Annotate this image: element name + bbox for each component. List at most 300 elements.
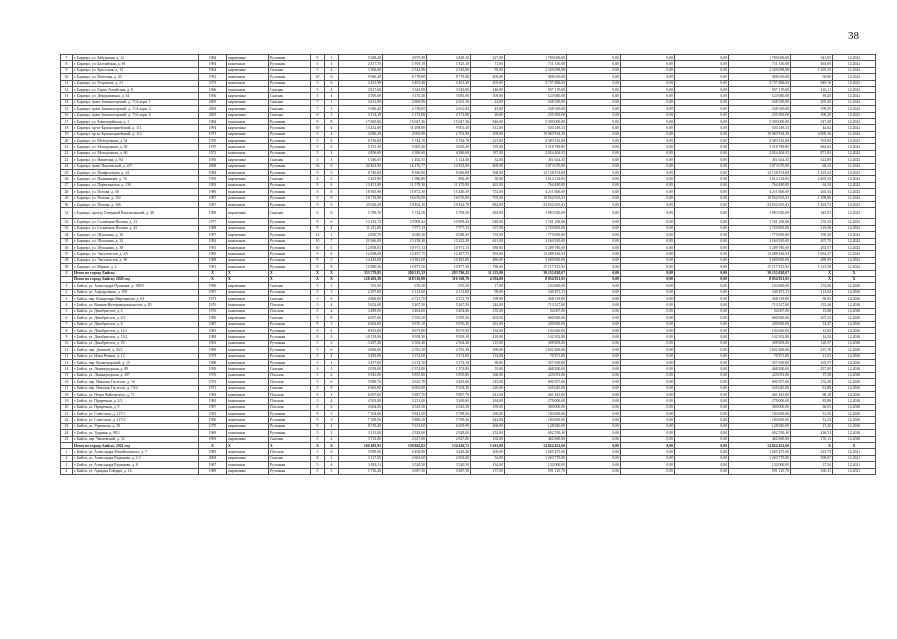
table-cell: 308 883,00 [729,340,791,346]
table-cell: 142 952,80 [729,334,791,340]
table-cell: 2 614 123,85 [729,176,791,182]
table-cell: 20 463,90 [339,163,383,169]
table-cell: панельные [227,334,269,340]
table-cell: 15,88 [791,308,833,314]
table-cell: 199,00 [471,296,505,302]
table-cell: 0,00 [621,257,675,263]
table-cell: 32,00 [471,157,505,163]
table-cell: Рулонная [269,163,311,169]
table-cell: 2 651,16 [427,99,471,105]
table-cell: 12.2022 [833,257,876,263]
table-cell: 4 211 600,00 [505,189,567,195]
table-cell: 16 [311,163,325,169]
table-cell: 5 709,50 [427,208,471,219]
table-cell: 30,00 [471,176,505,182]
table-cell: 1 263 770,00 [729,455,791,461]
table-cell: 3 [61,296,73,302]
table-cell: 19 932 655,41 [729,195,791,201]
table-cell: 4 426,20 [427,449,471,455]
table-cell: 0,00 [621,430,675,436]
table-cell: 34 [61,232,73,238]
table-cell: панельные [227,411,269,417]
table-cell: 12 158 513,00 [729,170,791,176]
table-cell: 3 306,40 [339,67,383,73]
table-cell: 20 [61,138,73,144]
table-cell: 0,00 [567,468,621,474]
table-cell: 12.2020 [833,379,876,385]
table-cell: 13 182,72 [339,219,383,225]
table-cell: 5 789,70 [339,208,383,219]
table-cell: г. Барнаул, ул. Молодежная, д. 60 [73,150,199,156]
table-cell: 0,00 [567,264,621,270]
table-cell: 14 443,00 [339,257,383,263]
table-cell: 0,00 [675,182,729,188]
table-cell: 2 112,60 [383,289,427,295]
table-cell: 134 436,72 [427,443,471,449]
table-cell: 0,00 [621,296,675,302]
table-cell: 690 397,00 [729,379,791,385]
table-cell: Рулонная [269,430,311,436]
table-cell: 263,00 [471,208,505,219]
table-cell: 195,00 [471,144,505,150]
table-cell: 19 932 655,41 [505,195,567,201]
table-cell: 25 [61,436,73,442]
table-cell: г. Барнаул, ул. Балтийская, д. 69 [73,61,199,67]
table-cell: 1984 [199,55,227,61]
table-cell: 0,00 [621,67,675,73]
table-cell: панельные [227,251,269,257]
table-cell: 0,00 [621,208,675,219]
table-cell: г. Барнаул, тракт Змеиногорский, д. 71А корп. 6 [73,112,199,118]
table-cell: г. Барнаул, ул. Молодежная, д. 56 [73,144,199,150]
table-cell: 1987 [199,201,227,207]
table-cell: 9 [311,55,325,61]
table-cell: панельные [227,308,269,314]
table-cell: кирпичные [227,138,269,144]
table-cell: 5 [311,61,325,67]
table-cell: 2 928,00 [427,430,471,436]
table-cell: 21 [61,144,73,150]
table-cell: 1979 [199,423,227,429]
table-cell: 1 974,80 [427,366,471,372]
table-cell: 0,00 [567,106,621,112]
table-cell: 12.2022 [833,225,876,231]
table-cell: 8 [325,315,339,321]
table-cell: 56,80 [791,74,833,80]
table-cell: 165,37 [791,359,833,365]
table-cell: 2 405,34 [791,176,833,182]
table-row [61,208,876,219]
table-cell: 3 737 486,02 [505,80,567,86]
table-cell: 0,00 [675,144,729,150]
table-cell: Скатная [269,67,311,73]
table-cell: 0,00 [621,372,675,378]
table-cell: 0,00 [621,462,675,468]
table-cell: 4 [311,176,325,182]
table-cell: X [791,443,833,449]
table-cell: 410,00 [471,334,505,340]
table-cell: 711 150,00 [729,61,791,67]
table-cell: 0,00 [621,334,675,340]
table-cell: г. Бийск, ул. Угрюмова, д. 29 [73,423,199,429]
table-cell: 13 288 436,94 [505,251,567,257]
table-cell: 5 744,70 [427,138,471,144]
table-cell: 0,00 [621,449,675,455]
table-cell: 0,00 [621,443,675,449]
table-cell: Рулонная [269,340,311,346]
table-cell: 4 386,60 [383,150,427,156]
table-cell: 468 200,00 [505,366,567,372]
table-cell: 0,00 [567,443,621,449]
table-cell: 0,00 [675,257,729,263]
table-cell: кирпичные [227,455,269,461]
table-cell: 1 073 070,00 [505,163,567,169]
table-cell: 12.2022 [833,55,876,61]
table-cell: г. Барнаул, ул. Кавалерийская, д. 1 [73,118,199,124]
table-cell: 44,62 [791,125,833,131]
table-cell: 0,00 [675,404,729,410]
table-cell: 15 047,36 [427,118,471,124]
table-cell: г. Бийск, ул. Декабристов, д. 8 [73,321,199,327]
table-cell: 29 [61,195,73,201]
table-cell: Скатная [269,315,311,321]
table-cell: г. Барнаул, ул. Партизанская, д. 130 [73,182,199,188]
table-cell: 2 172,80 [383,112,427,118]
table-cell: 114,02 [791,289,833,295]
table-cell: 12.2020 [833,321,876,327]
table-cell: 56,83 [791,296,833,302]
table-cell: 882,00 [471,201,505,207]
table-cell: 12.2020 [833,328,876,334]
table-cell: г. Бийск, ул. Александра Пушкина, д. 188/5 [73,283,199,289]
table-cell: 468 200,00 [729,366,791,372]
table-cell: 133,00 [471,353,505,359]
table-cell: 5 [311,289,325,295]
table-cell: 12 [311,232,325,238]
table-cell: 0,00 [567,118,621,124]
table-cell: 3 489,00 [339,308,383,314]
table-cell: 9 [311,225,325,231]
table-cell: 545 645,00 [505,385,567,391]
table-cell: 0,00 [675,157,729,163]
table-cell: 30 [61,201,73,207]
table-cell: 16 176,77 [383,163,427,169]
table-cell: 1 [325,112,339,118]
table-cell: 5 [311,359,325,365]
table-cell: 357,00 [471,225,505,231]
table-cell: 8 156,00 [339,138,383,144]
table-cell: 0,00 [567,144,621,150]
table-cell: 4 [325,125,339,131]
table-cell: 0,00 [621,411,675,417]
table-cell: 5 099,00 [339,449,383,455]
table-cell: 12.2020 [833,423,876,429]
table-cell: 5 [325,244,339,250]
table-cell: 12 858,83 [339,244,383,250]
table-cell: Рулонная [269,55,311,61]
table-cell: Рулонная [269,244,311,250]
table-cell: кирпичные [227,67,269,73]
table-cell: 12.2022 [833,244,876,250]
table-cell: 3 [325,391,339,397]
table-cell: 12.2020 [833,411,876,417]
table-cell: 0,00 [567,302,621,308]
table-cell: г. Барнаул, тракт Змеиногорский, д. 71А корп. 2 [73,106,199,112]
table-cell: 3 320 698,68 [729,67,791,73]
table-cell: 13 451,80 [339,182,383,188]
table-cell: 12.2022 [833,195,876,201]
table-cell: 12.2020 [833,289,876,295]
table-cell: 95,00 [471,67,505,73]
table-cell: 0,00 [567,359,621,365]
table-cell: Рулонная [269,182,311,188]
table-cell: 10 909,42 [427,219,471,225]
table-cell: г. Барнаул, ул. Энтузиастов, д. 38 [73,257,199,263]
table-cell: 6 [311,208,325,219]
table-cell: 14 953,00 [427,163,471,169]
table-cell: 0,00 [621,55,675,61]
table-cell: г. Барнаул, ул. Энтузиастов, д. 3А [73,251,199,257]
table-cell: 0,00 [567,449,621,455]
table-cell: 3 687,50 [383,468,427,474]
table-cell: 12.2021 [833,462,876,468]
table-cell: 3 372,10 [427,359,471,365]
table-cell: 0,00 [621,455,675,461]
table-cell: 1984 [199,170,227,176]
table-cell: 3 209 780,00 [729,244,791,250]
table-cell: панельные [227,144,269,150]
table-cell: г. Бийск, ул. Александра Радищева, д. 8 [73,462,199,468]
table-cell: 500,67 [791,455,833,461]
table-cell: 3 209 780,00 [505,244,567,250]
table-cell: 2 [61,455,73,461]
table-cell: 345,81 [791,208,833,219]
table-cell: 54 067,00 [729,308,791,314]
table-cell: 265,34 [791,189,833,195]
table-cell: 31 [61,208,73,219]
table-cell: 12.2022 [833,138,876,144]
table-cell: 0,00 [675,55,729,61]
table-cell: 12 498,00 [339,251,383,257]
table-cell: кирпичные [227,163,269,169]
table-cell: 1992 [199,182,227,188]
table-cell: 2 059,00 [339,366,383,372]
table-cell: 9 [325,195,339,201]
table-cell: 1985 [199,449,227,455]
table-cell: 3 [325,157,339,163]
table-cell: 1 [325,455,339,461]
table-cell: 2005 [199,106,227,112]
table-cell: 3 205,80 [339,176,383,182]
table-cell: 0,00 [675,86,729,92]
table-cell: 146,00 [471,86,505,92]
table-cell: 5 896,70 [339,379,383,385]
table-cell: 3 631,00 [339,99,383,105]
table-cell: 12.2020 [833,359,876,365]
table-cell: 142 952,80 [505,334,567,340]
table-cell: 184 000,00 [729,417,791,423]
table-cell: 4 781,30 [383,347,427,353]
table-cell: 0,00 [621,276,675,282]
table-cell: 7 [311,99,325,105]
table-cell: панельные [227,238,269,244]
table-cell: 66,03 [791,404,833,410]
table-cell: 0,00 [621,74,675,80]
table-cell: кирпичные [227,93,269,99]
table-cell: 0,00 [621,270,675,276]
table-cell: 0,00 [621,232,675,238]
table-cell: 283 706,22 [427,270,471,276]
table-cell: панельные [227,219,269,225]
table-cell: 0,00 [621,138,675,144]
table-cell: 9 [311,189,325,195]
table-cell: 4 401,40 [427,80,471,86]
table-cell: панельные [227,86,269,92]
table-cell: панельные [227,398,269,404]
table-cell: 220,00 [471,385,505,391]
table-cell: 4 065,90 [383,131,427,137]
table-cell: 12.2022 [833,61,876,67]
table-cell: 17,00 [471,283,505,289]
table-cell: 128 940,00 [505,423,567,429]
table-cell: 18 [61,391,73,397]
table-cell: 0,00 [675,398,729,404]
table-cell: 1 [61,449,73,455]
table-cell: 38 [61,257,73,263]
table-cell: 9 959,30 [427,334,471,340]
table-cell: 15 449,50 [427,189,471,195]
table-cell: 763,06 [791,138,833,144]
table-cell: 4 495,00 [427,379,471,385]
table-cell: 0,00 [621,436,675,442]
table-cell: 322,00 [791,157,833,163]
table-cell: 0,00 [675,468,729,474]
table-cell: 0,00 [567,257,621,263]
table-cell: 12.2022 [833,80,876,86]
table-cell: Рулонная [269,74,311,80]
table-cell: 5 [311,283,325,289]
table-cell: 1 [325,283,339,289]
table-cell: Рулонная [269,170,311,176]
table-cell: 4 [61,468,73,474]
table-cell: 3 [325,411,339,417]
table-cell: 4 909,36 [791,131,833,137]
table-cell: 0,00 [675,170,729,176]
table-cell: 0,00 [675,372,729,378]
table-cell: X [227,276,269,282]
table-cell: 1999 [199,208,227,219]
table-cell: 3 404,60 [427,308,471,314]
table-cell: 6 062,00 [339,321,383,327]
table-cell: панельные [227,189,269,195]
table-cell: 3 320 698,68 [505,67,567,73]
table-cell: 0,00 [567,55,621,61]
table-cell: 0,00 [675,328,729,334]
table-cell: 4 595,60 [339,93,383,99]
table-cell: 0,00 [675,411,729,417]
table-cell: 1 700 000,00 [729,55,791,61]
table-cell: 676,50 [427,283,471,289]
table-cell: 0,00 [675,208,729,219]
table-cell: Рулонная [269,238,311,244]
table-cell: 548 350,00 [505,106,567,112]
table-cell: 0,00 [621,99,675,105]
table-cell: 12.2022 [833,208,876,219]
table-cell: 1 [325,55,339,61]
table-cell: 8 366,90 [383,170,427,176]
table-cell: г. Барнаул, ул. Юрина, д. 2 [73,264,199,270]
table-cell: 6 [325,208,339,219]
table-cell: 4 830,70 [339,232,383,238]
table-cell: 849,16 [791,80,833,86]
table-cell: г. Барнаул, тракт Павловский, д. 227 [73,163,199,169]
table-cell: 205,45 [791,99,833,105]
table-cell: 16 719,90 [339,195,383,201]
table-cell: Плоская [269,449,311,455]
table-cell: 3 127,00 [339,455,383,461]
table-cell: 0,00 [621,379,675,385]
table-cell: 4 [325,423,339,429]
table-cell: 1994 [199,125,227,131]
table-cell: кирпичные [227,423,269,429]
table-cell: 462,00 [471,182,505,188]
table-cell: г. Бийск, ул. Петра Чайковского, д. 71 [73,391,199,397]
table-cell: 0,00 [621,118,675,124]
table-cell: 4 [61,302,73,308]
table-cell: панельные [227,417,269,423]
table-cell: 2 297,60 [339,289,383,295]
table-cell: 5 005,40 [383,144,427,150]
table-cell: 10 [311,244,325,250]
table-cell: кирпичные [227,468,269,474]
table-cell: 5 941,00 [339,372,383,378]
table-cell: 12.2020 [833,436,876,442]
table-cell: 0,00 [621,144,675,150]
table-cell: 1 [325,232,339,238]
table-cell: 0,00 [567,67,621,73]
table-cell: г. Бийск, ул. Приречная, д. 2/2 [73,398,199,404]
table-cell: 190,20 [791,232,833,238]
table-cell: 288,99 [791,257,833,263]
table-cell: 184 000,00 [505,417,567,423]
table-cell: X [791,270,833,276]
table-cell: 10 159,00 [339,334,383,340]
table-cell: 0,00 [567,455,621,461]
table-cell: Скатная [269,106,311,112]
table-cell: Скатная [269,176,311,182]
table-cell: 0,00 [567,74,621,80]
table-cell: 4 [325,93,339,99]
table-cell: 10 [311,238,325,244]
table-cell: панельные [227,150,269,156]
table-cell: 9 [311,251,325,257]
table-cell: 145,00 [471,379,505,385]
table-cell: 0,00 [621,353,675,359]
table-cell: 0,00 [621,251,675,257]
table-cell: 591 129,70 [505,468,567,474]
table-cell: 0,00 [675,430,729,436]
table-cell: 0,00 [675,443,729,449]
table-cell: г. Барнаул, ул. Декоративная, д. 34 [73,93,199,99]
table-cell: 17 717 915,92 [729,264,791,270]
table-cell: 7 [61,55,73,61]
table-cell: г. Барнаул, ул. Горно-Алтайская, д. 8 [73,86,199,92]
table-cell: 27 [61,182,73,188]
table-cell: кирпичные [227,131,269,137]
table-cell: г. Бийск, ул. Ильи Репина, д. 12 [73,353,199,359]
table-cell: г. Бийск, ул. Декабристов, д. 19 [73,340,199,346]
table-cell: 4 828,10 [427,55,471,61]
